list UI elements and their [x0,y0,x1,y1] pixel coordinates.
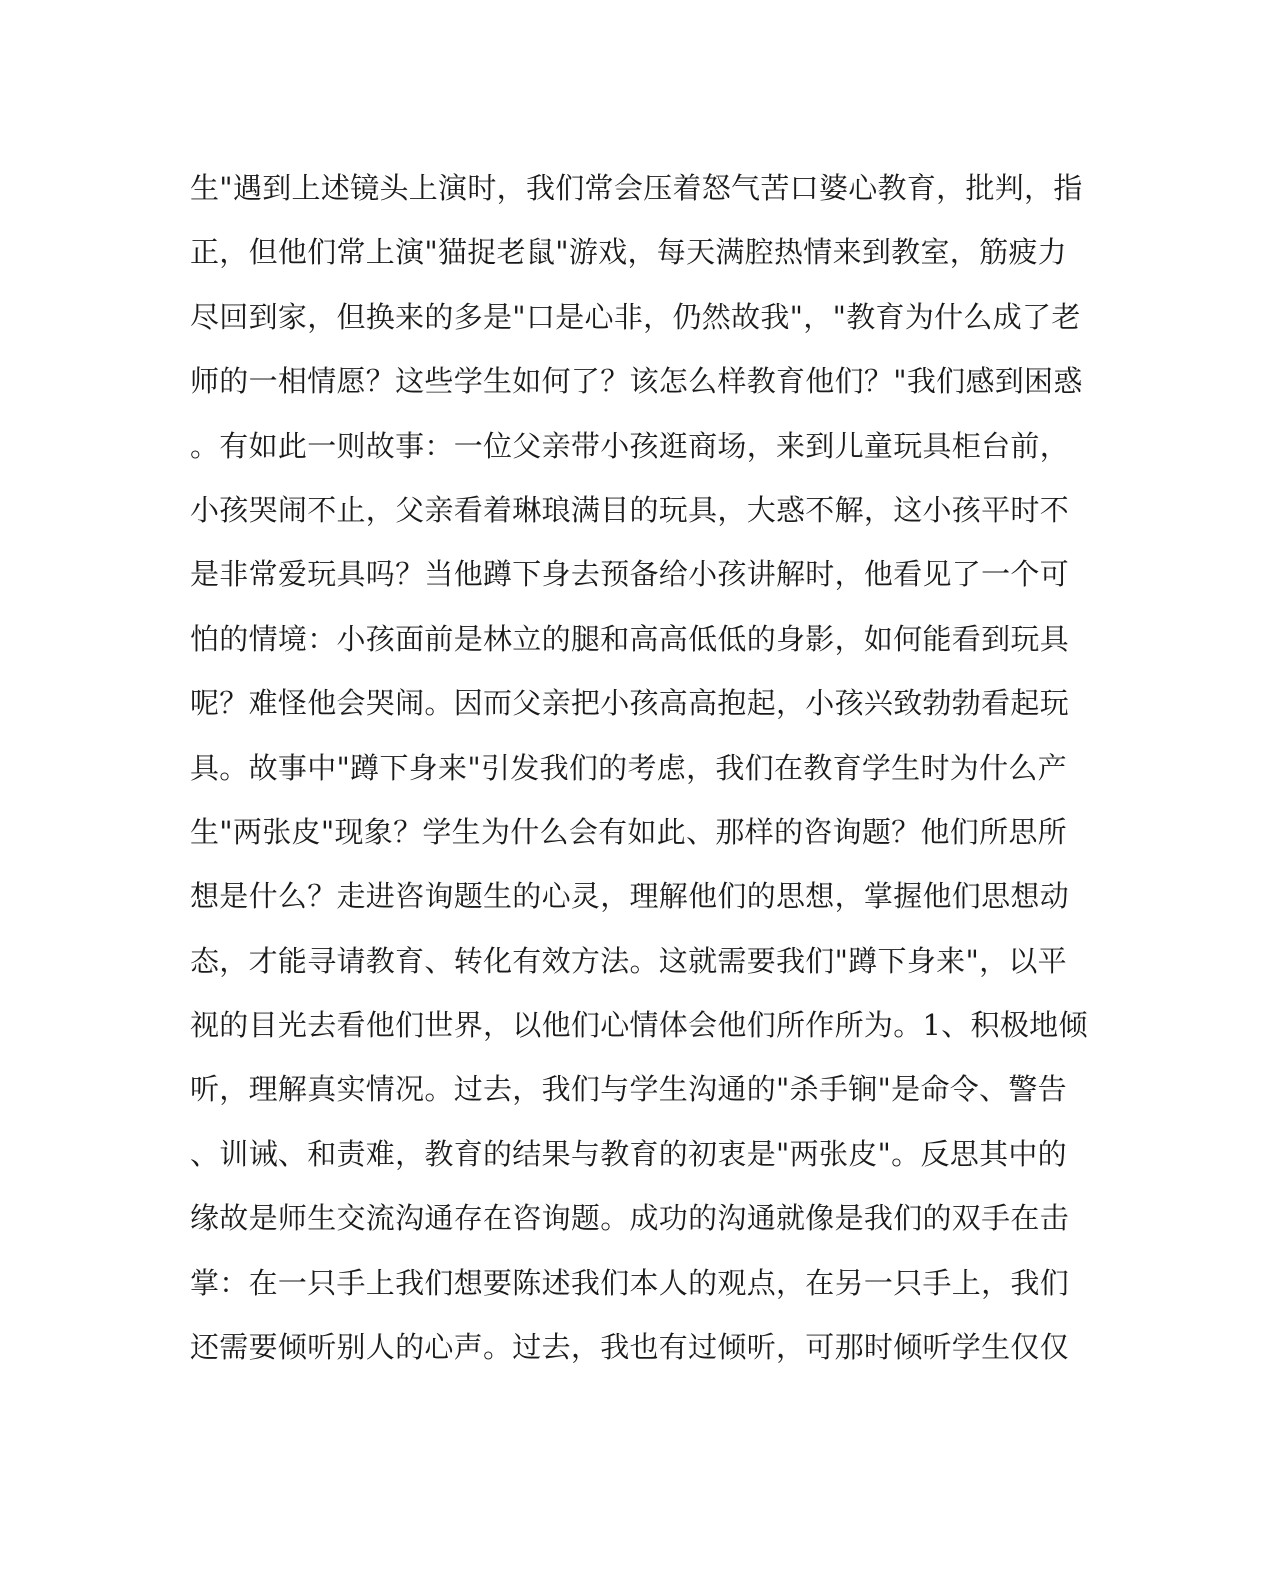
text-line: 呢？难怪他会哭闹。因而父亲把小孩高高抱起，小孩兴致勃勃看起玩 [190,686,1070,721]
text-line: 听，理解真实情况。过去，我们与学生沟通的"杀手锏"是命令、警告 [190,1072,1067,1107]
text-line: 怕的情境：小孩面前是林立的腿和高高低低的身影，如何能看到玩具 [190,621,1070,656]
text-line: 视的目光去看他们世界，以他们心情体会他们所作所为。1、积极地倾 [190,1008,1088,1043]
text-line: 掌：在一只手上我们想要陈述我们本人的观点，在另一只手上，我们 [190,1265,1070,1300]
text-line: 具。故事中"蹲下身来"引发我们的考虑，我们在教育学生时为什么产 [190,750,1067,785]
text-line: 生"遇到上述镜头上演时，我们常会压着怒气苦口婆心教育，批判，指 [190,171,1083,205]
text-line: 小孩哭闹不止，父亲看着琳琅满目的玩具，大惑不解，这小孩平时不 [190,492,1070,527]
text-line: 态，才能寻请教育、转化有效方法。这就需要我们"蹲下身来"，以平 [190,943,1067,978]
text-line: 正，但他们常上演"猫捉老鼠"游戏，每天满腔热情来到教室，筋疲力 [190,235,1067,270]
text-line: 想是什么？走进咨询题生的心灵，理解他们的思想，掌握他们思想动 [190,879,1070,914]
text-line: 缘故是师生交流沟通存在咨询题。成功的沟通就像是我们的双手在击 [190,1201,1070,1236]
text-line: 师的一相情愿？这些学生如何了？该怎么样教育他们？"我们感到困惑 [190,364,1083,399]
body-text [190,156,1090,1379]
text-line: 是非常爱玩具吗？当他蹲下身去预备给小孩讲解时，他看见了一个可 [190,557,1070,592]
text-line: 还需要倾听别人的心声。过去，我也有过倾听，可那时倾听学生仅仅 [190,1330,1070,1365]
text-line: 。有如此一则故事：一位父亲带小孩逛商场，来到儿童玩具柜台前， [190,428,1070,463]
text-line: 、训诫、和责难，教育的结果与教育的初衷是"两张皮"。反思其中的 [190,1136,1067,1171]
text-line: 生"两张皮"现象？学生为什么会有如此、那样的咨询题？他们所思所 [190,814,1067,849]
text-line: 尽回到家，但换来的多是"口是心非，仍然故我"，"教育为什么成了老 [190,299,1081,334]
